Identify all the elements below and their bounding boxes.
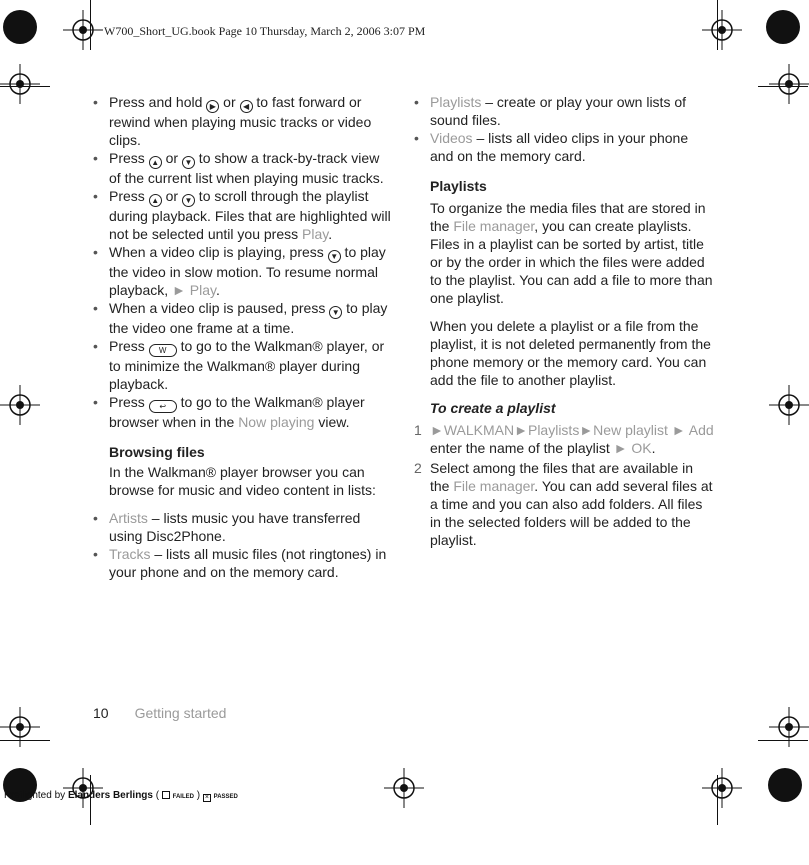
list-item: • Tracks – lists all music files (not ringtones) in your phone and on the memory card.	[93, 545, 393, 581]
crosshair-target-icon	[0, 385, 40, 425]
preflight-brand: Elanders Berlings	[67, 790, 153, 801]
right-column	[414, 93, 714, 549]
crosshair-target-icon	[0, 64, 40, 104]
list-item: • Press ▲ or ▼ to scroll through the playlist during playback. Files that are highlighted will not be selected until you press Play.	[93, 187, 393, 243]
navigation-key-icon: ▲	[149, 156, 162, 169]
navigation-key-icon: ▲	[149, 194, 162, 207]
paragraph: To organize the media files that are stored in the File manager, you can create playlists. Files in a playlist can be sorted by artist, title or by the order in which the files were added to the playlist. You can add a file to more than one playlist.	[430, 200, 713, 306]
browse-list-continued	[414, 93, 714, 165]
list-item: • When a video clip is paused, press ▼ to play the video one frame at a time.	[93, 299, 393, 337]
crosshair-target-icon	[702, 10, 742, 50]
page-footer	[93, 705, 226, 721]
registration-blot-icon	[3, 10, 37, 44]
browse-list	[93, 509, 393, 581]
crosshair-target-icon	[63, 768, 103, 808]
controls-list	[93, 93, 393, 431]
crop-line	[0, 86, 50, 87]
navigation-key-icon: ▼	[182, 156, 195, 169]
navigation-key-icon: ▼	[182, 194, 195, 207]
navigation-key-icon: ▶	[206, 100, 219, 113]
walkman-key-icon: W	[149, 344, 177, 357]
crop-line	[717, 775, 718, 825]
procedure-heading: To create a playlist	[430, 400, 556, 416]
navigation-key-icon: ▼	[328, 250, 341, 263]
list-item: • Press ▲ or ▼ to show a track-by-track view of the current list when playing music tracks.	[93, 149, 393, 187]
section-heading: Browsing files	[109, 444, 205, 460]
checked-box-icon: ×	[204, 794, 209, 801]
print-header: W700_Short_UG.book Page 10 Thursday, March 2, 2006 3:07 PM	[104, 24, 426, 38]
paragraph: In the Walkman® player browser you can browse for music and video content in lists:	[109, 464, 376, 498]
page-number: 10	[93, 705, 109, 721]
crop-line	[758, 86, 808, 87]
list-item: • Press W to go to the Walkman® player, or to minimize the Walkman® player during playback.	[93, 337, 393, 393]
crop-line	[0, 740, 50, 741]
crop-line	[90, 0, 91, 50]
registration-blot-icon	[766, 10, 800, 44]
list-item: • Press and hold ▶ or ◀ to fast forward or rewind when playing music tracks or video clips.	[93, 93, 393, 149]
section-name: Getting started	[134, 705, 227, 721]
list-item: • When a video clip is playing, press ▼ to play the video in slow motion. To resume normal playback, ► Play.	[93, 243, 393, 299]
procedure-steps	[414, 421, 714, 549]
list-item: • Press ↩ to go to the Walkman® player browser when in the Now playing view.	[93, 393, 393, 431]
crosshair-target-icon	[769, 385, 809, 425]
navigation-key-icon: ◀	[240, 100, 253, 113]
back-key-icon: ↩	[149, 400, 177, 413]
step-item: 1 ►WALKMAN►Playlists►New playlist ► Add enter the name of the playlist ► OK.	[414, 422, 714, 456]
list-item: • Artists – lists music you have transferred using Disc2Phone.	[93, 509, 393, 545]
crop-line	[717, 0, 718, 50]
list-item: • Playlists – create or play your own lists of sound files.	[414, 93, 714, 129]
crosshair-target-icon	[384, 768, 424, 808]
crosshair-target-icon	[63, 10, 103, 50]
crosshair-target-icon	[0, 707, 40, 747]
checkbox-icon	[162, 791, 170, 799]
crosshair-target-icon	[769, 64, 809, 104]
paragraph: When you delete a playlist or a file from the playlist, it is not deleted permanently from the phone memory or the memory card. You can add the file to another playlist.	[430, 318, 711, 388]
navigation-key-icon: ▼	[329, 306, 342, 319]
left-column	[93, 93, 393, 581]
crosshair-target-icon	[769, 707, 809, 747]
section-heading: Playlists	[430, 178, 487, 194]
crop-line	[758, 740, 808, 741]
step-item: 2 Select among the files that are available in the File manager. You can add several files at a time and you can also add folders. All files in the selected folders will be added to the playlist.	[414, 460, 713, 548]
crosshair-target-icon	[702, 768, 742, 808]
preflight-stamp: Preflighted by Elanders Berlings ( FAILED ) × PASSED	[4, 790, 238, 801]
registration-blot-icon	[768, 768, 802, 802]
list-item: • Videos – lists all video clips in your phone and on the memory card.	[414, 129, 714, 165]
